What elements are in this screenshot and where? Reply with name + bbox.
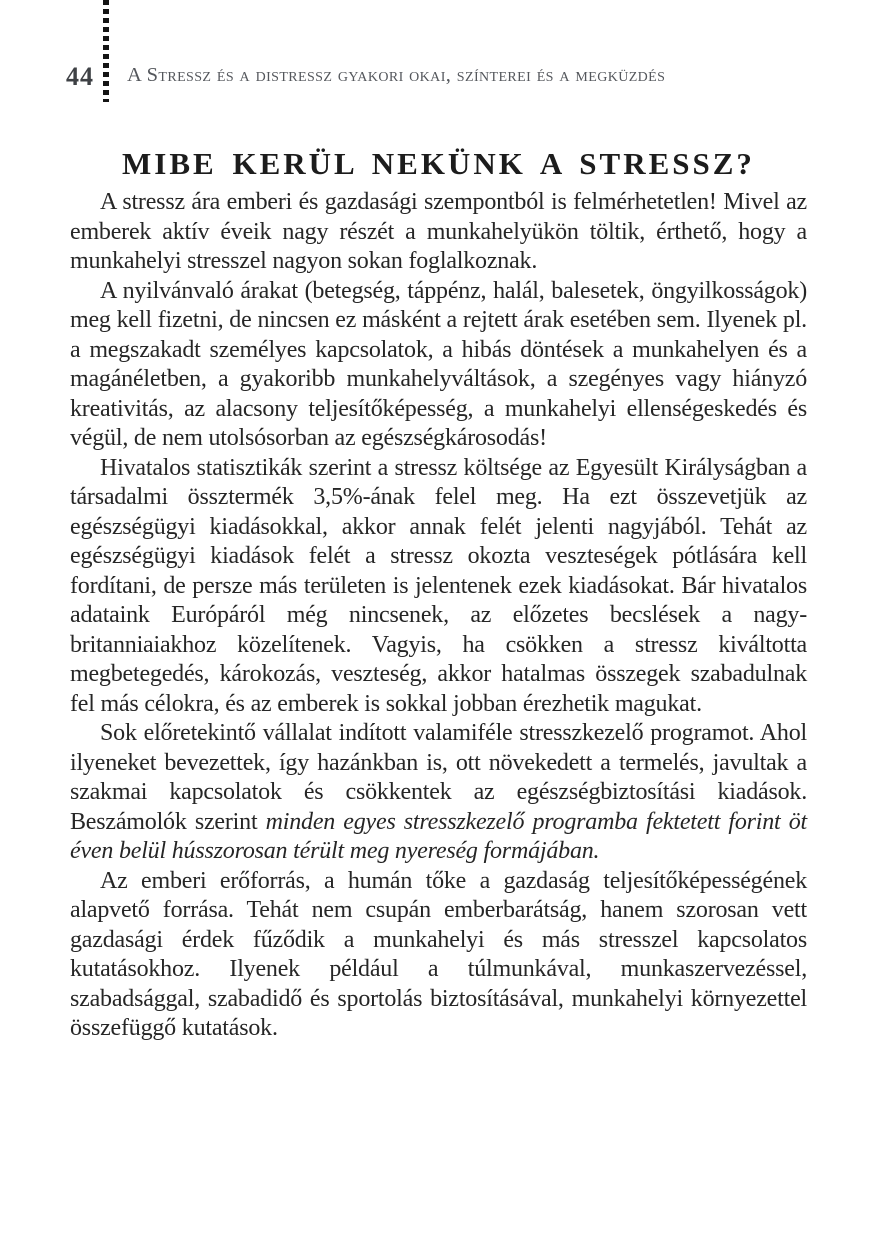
paragraph [70,454,807,720]
paragraph [70,867,807,1044]
paragraph [70,277,807,454]
paragraph [70,188,807,277]
dotted-vertical-rule [103,0,109,102]
italic-text-run: minden egyes stresszkezelő programba fektetett forint öt éven belül hússzorosan térült meg nyereség formájában. [70,808,807,864]
page-number: 44 [66,62,94,91]
text-run: Az emberi erőforrás, a humán tőke a gazdaság teljesítőképességének alapvető forrása. Tehát nem csupán emberbarátság, hanem szorosan vett gazdasági érdek fűződik a munkahelyi és más stresszel kapcsolatos kutatásokhoz. Ilyenek például a túlmunkával, munkaszervezéssel, szabadsággal, szabadidő és sportolás biztosításával, munkahelyi környezettel összefüggő kutatások. [70,867,807,1041]
text-run: A stressz ára emberi és gazdasági szempontból is felmérhetetlen! Mivel az emberek aktív éveik nagy részét a munkahelyükön töltik, érthető, hogy a munkahelyi stresszel nagyon sokan foglalkoznak. [70,189,807,274]
chapter-title: MIBE KERÜL NEKÜNK A STRESSZ? [122,146,755,181]
running-header-title: A Stressz és a distressz gyakori okai, színterei és a megküzdés [127,64,666,86]
paragraph [70,719,807,867]
text-run: A nyilvánvaló árakat (betegség, táppénz, halál, balesetek, öngyilkosságok) meg kell fizetni, de nincsen ez másként a rejtett árak esetében sem. Ilyenek pl. a megszakadt személyes kapcsolatok, a hibás döntések a munkahelyen és a magánéletben, a gyakoribb munkahelyváltások, a szegényes vagy hiányzó kreativitás, az alacsony teljesítőképesség, a munkahelyi ellenségeskedés és végül, de nem utolsósorban az egészségkárosodás! [70,277,807,451]
text-run: Hivatalos statisztikák szerint a stressz költsége az Egyesült Királyságban a társadalmi össztermék 3,5%-ának felel meg. Ha ezt összevetjük az egészségügyi kiadásokkal, akkor annak felét jelenti nagyjából. Tehát az egészségügyi kiadások felét a stressz okozta veszteségek pótlására kell fordítani, de persze más területen is jelentenek ezek kiadásokat. Bár hivatalos adataink Európáról még nincsenek, az előzetes becslések a nagy-britanniaiakhoz közelítenek. Vagyis, ha csökken a stressz kiváltotta megbetegedés, károkozás, veszteség, akkor hatalmas összegek szabadulnak fel más célokra, és az emberek is sokkal jobban érezhetik magukat. [70,454,807,717]
article-body [70,188,807,1044]
text-run: Sok előretekintő vállalat indított valamiféle stresszkezelő programot. Ahol ilyeneket bevezettek, így hazánkban is, ott növekedett a termelés, javultak a szakmai kapcsolatok és csökkentek az egészségbiztosítási kiadások. Beszámolók szerint [70,720,807,835]
